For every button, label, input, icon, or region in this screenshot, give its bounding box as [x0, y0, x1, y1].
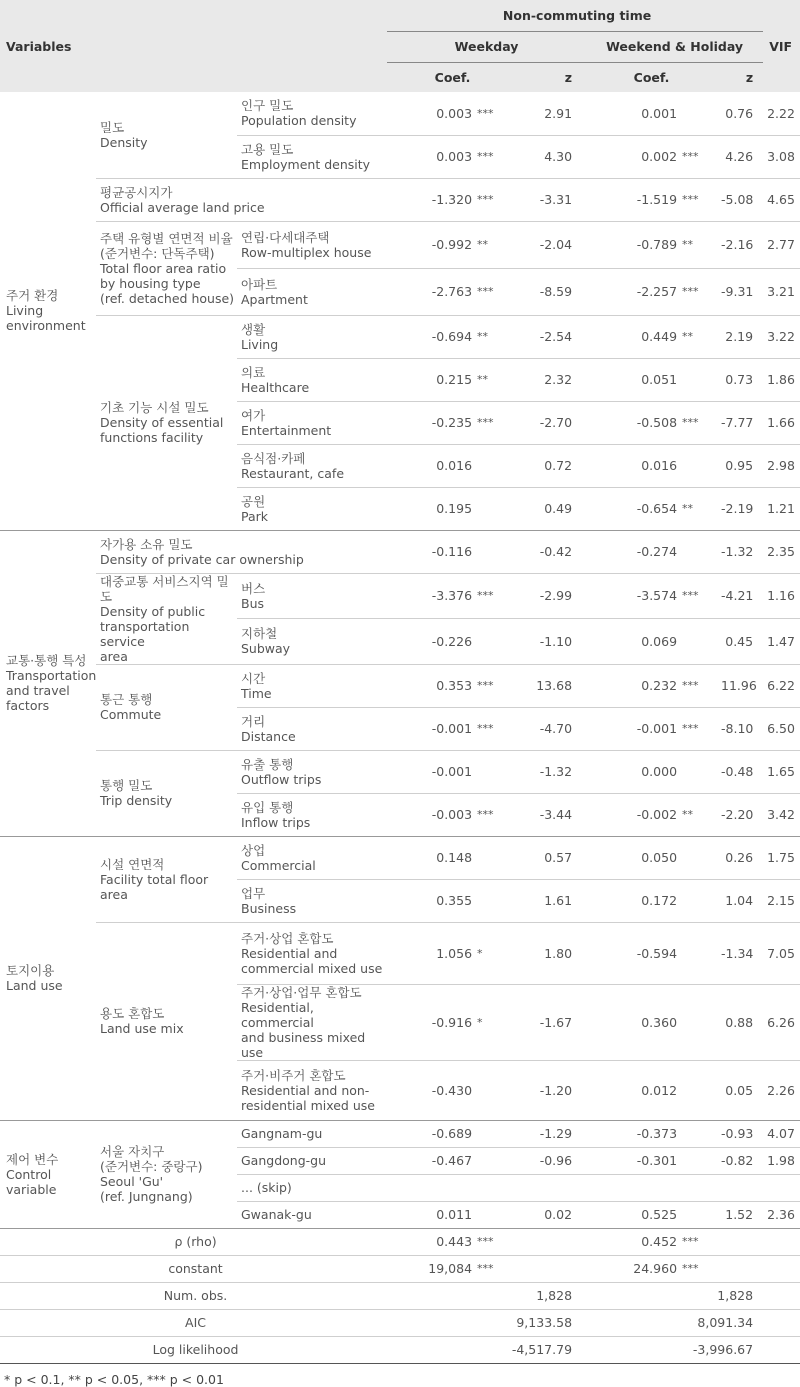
- weekday-z: 1.61: [514, 879, 582, 922]
- weekend-header: Weekend & Holiday: [582, 31, 763, 62]
- weekday-coef: 0.195: [387, 487, 474, 530]
- stat-label: Log likelihood: [0, 1336, 387, 1363]
- weekend-sig: **: [679, 487, 717, 530]
- row-label: 공원 Park: [237, 487, 387, 530]
- weekday-coef: -3.376: [387, 573, 474, 619]
- row-label: 음식점·카페 Restaurant, cafe: [237, 444, 387, 487]
- row-label: 유출 통행 Outflow trips: [237, 750, 387, 793]
- weekend-coef: -0.508: [582, 401, 679, 444]
- weekend-sig: [679, 530, 717, 573]
- weekend-sig: [679, 92, 717, 135]
- weekday-z: -1.67: [514, 984, 582, 1060]
- row-label: 생활 Living: [237, 315, 387, 358]
- vif-value: 1.75: [763, 836, 800, 879]
- weekend-coef-header: Coef.: [633, 69, 670, 85]
- weekday-z-header: z: [564, 69, 573, 85]
- weekday-value: 9,133.58: [474, 1309, 582, 1336]
- weekend-coef: 0.016: [582, 444, 679, 487]
- stat-row: [0, 1228, 800, 1255]
- weekday-coef-header: Coef.: [434, 69, 471, 85]
- weekday-sig: ***: [477, 106, 494, 120]
- weekday-z: 2.91: [544, 105, 573, 121]
- weekend-z: 0.26: [717, 836, 763, 879]
- vif-value: 1.47: [763, 619, 800, 665]
- empty-cell: [582, 1282, 679, 1309]
- row-label: 연립·다세대주택 Row-multiplex house: [237, 221, 387, 268]
- empty-cell: [514, 1255, 582, 1282]
- weekend-sig: [679, 1147, 717, 1174]
- subgroup-label: 평균공시지가 Official average land price: [96, 178, 387, 221]
- stat-label: AIC: [0, 1309, 387, 1336]
- weekend-z: -7.77: [717, 401, 763, 444]
- weekend-coef: -0.654: [582, 487, 679, 530]
- weekday-z: 13.68: [514, 664, 582, 707]
- weekday-coef: -0.001: [387, 750, 474, 793]
- weekday-coef: 0.353: [387, 664, 474, 707]
- weekend-sig: **: [679, 221, 717, 268]
- weekend-coef: 0.000: [582, 750, 679, 793]
- row-label: Gangnam-gu: [237, 1120, 387, 1147]
- subgroup-label: 통근 통행 Commute: [96, 664, 237, 750]
- weekend-coef: 24.960: [582, 1255, 679, 1282]
- weekday-coef: 0.215: [387, 358, 474, 401]
- weekday-z: -3.44: [514, 793, 582, 836]
- vif-value: 1.16: [763, 573, 800, 619]
- weekend-value: -3,996.67: [679, 1336, 763, 1363]
- weekday-z: -2.54: [514, 315, 582, 358]
- weekday-coef: -0.003: [387, 793, 474, 836]
- weekday-coef: -2.763: [387, 268, 474, 315]
- weekday-z: -0.96: [514, 1147, 582, 1174]
- weekend-coef: -0.001: [582, 707, 679, 750]
- weekday-sig: [474, 1060, 514, 1120]
- weekend-z: -2.19: [717, 487, 763, 530]
- stat-row: [0, 1336, 800, 1363]
- weekend-z: 2.19: [717, 315, 763, 358]
- weekday-sig: [474, 1120, 514, 1147]
- subgroup-label: 시설 연면적 Facility total floor area: [96, 836, 237, 922]
- weekend-coef: 0.001: [641, 105, 678, 121]
- weekday-coef: -0.689: [387, 1120, 474, 1147]
- weekday-header: Weekday: [387, 31, 582, 62]
- weekday-coef: -0.916: [387, 984, 474, 1060]
- table-row: [0, 836, 800, 879]
- weekday-coef: 0.003: [436, 105, 473, 121]
- group-header: Non-commuting time: [387, 0, 763, 31]
- weekday-coef: 0.355: [387, 879, 474, 922]
- weekday-coef: 19,084: [387, 1255, 474, 1282]
- weekend-z: 0.76: [725, 105, 754, 121]
- row-label: 의료 Healthcare: [237, 358, 387, 401]
- weekend-coef: -1.519: [582, 178, 679, 221]
- vif-value: 6.26: [763, 984, 800, 1060]
- row-label: 지하철 Subway: [237, 619, 387, 665]
- weekend-coef: 0.360: [582, 984, 679, 1060]
- row-label: 버스 Bus: [237, 573, 387, 619]
- group-label: 교통·통행 특성 Transportation and travel factors: [0, 530, 96, 836]
- empty-cell: [717, 1255, 763, 1282]
- vif-value: 4.07: [763, 1120, 800, 1147]
- weekday-sig: [474, 836, 514, 879]
- weekday-z: -1.29: [514, 1120, 582, 1147]
- weekday-sig: ***: [474, 793, 514, 836]
- weekend-z: 4.26: [717, 135, 763, 178]
- stat-row: [0, 1255, 800, 1282]
- empty-cell: [763, 1228, 800, 1255]
- weekday-z: -2.99: [514, 573, 582, 619]
- row-label: 고용 밀도 Employment density: [237, 135, 387, 178]
- subgroup-label: 서울 자치구 (준거변수: 중랑구) Seoul 'Gu' (ref. Jungnang): [96, 1120, 237, 1228]
- weekend-coef: 0.452: [582, 1228, 679, 1255]
- empty-cell: [387, 1336, 474, 1363]
- weekend-sig: ***: [679, 707, 717, 750]
- weekday-z: -8.59: [514, 268, 582, 315]
- empty-cell: [717, 1174, 763, 1201]
- weekend-sig: ***: [679, 401, 717, 444]
- weekend-sig: ***: [679, 573, 717, 619]
- weekend-z: -9.31: [717, 268, 763, 315]
- empty-cell: [582, 1336, 679, 1363]
- weekend-z: 1.52: [717, 1201, 763, 1228]
- weekend-coef: 0.069: [582, 619, 679, 665]
- stat-label: ρ (rho): [0, 1228, 387, 1255]
- weekday-z: -4.70: [514, 707, 582, 750]
- weekday-coef: 0.003: [387, 135, 474, 178]
- weekday-sig: ***: [474, 1228, 514, 1255]
- weekend-sig: ***: [679, 268, 717, 315]
- vif-value: 1.86: [763, 358, 800, 401]
- weekend-sig: [679, 836, 717, 879]
- row-label: 여가 Entertainment: [237, 401, 387, 444]
- empty-cell: [717, 1228, 763, 1255]
- empty-cell: [387, 1309, 474, 1336]
- weekend-z-header: z: [745, 69, 754, 85]
- weekend-z: -0.82: [717, 1147, 763, 1174]
- weekend-coef: -0.789: [582, 221, 679, 268]
- row-label: Gwanak-gu: [237, 1201, 387, 1228]
- weekend-coef: -0.274: [582, 530, 679, 573]
- weekday-z: -2.04: [514, 221, 582, 268]
- weekday-sig: ***: [474, 178, 514, 221]
- weekend-z: -2.20: [717, 793, 763, 836]
- row-label: 시간 Time: [237, 664, 387, 707]
- weekday-sig: [474, 444, 514, 487]
- stat-label: constant: [0, 1255, 387, 1282]
- weekday-coef: 1.056: [387, 922, 474, 984]
- vif-value: 3.42: [763, 793, 800, 836]
- stat-row: [0, 1309, 800, 1336]
- vif-value: 2.77: [763, 221, 800, 268]
- weekday-sig: ***: [474, 573, 514, 619]
- weekend-sig: [679, 1120, 717, 1147]
- weekday-sig: **: [474, 315, 514, 358]
- vif-value: 2.26: [763, 1060, 800, 1120]
- weekday-coef: 0.011: [387, 1201, 474, 1228]
- weekend-sig: ***: [679, 135, 717, 178]
- weekday-sig: ***: [474, 135, 514, 178]
- row-label: 인구 밀도 Population density: [241, 98, 357, 129]
- vif-value: 4.65: [763, 178, 800, 221]
- weekday-value: 1,828: [474, 1282, 582, 1309]
- row-label: Gangdong-gu: [237, 1147, 387, 1174]
- weekend-coef: -0.373: [582, 1120, 679, 1147]
- row-label: 상업 Commercial: [237, 836, 387, 879]
- vif-value: 3.08: [763, 135, 800, 178]
- variables-header: Variables: [6, 38, 72, 54]
- weekend-coef: 0.051: [582, 358, 679, 401]
- header-row-1: [0, 0, 800, 31]
- row-label: 주거·상업·업무 혼합도 Residential, commercial and business mixed use: [237, 984, 387, 1060]
- vif-value: 2.35: [763, 530, 800, 573]
- weekend-z: -5.08: [717, 178, 763, 221]
- weekday-sig: [474, 487, 514, 530]
- weekend-z: 11.96: [717, 664, 763, 707]
- empty-cell: [763, 1309, 800, 1336]
- weekend-z: 0.45: [717, 619, 763, 665]
- weekday-sig: [474, 750, 514, 793]
- weekend-z: -8.10: [717, 707, 763, 750]
- vif-value: 2.98: [763, 444, 800, 487]
- weekend-coef: -0.301: [582, 1147, 679, 1174]
- subgroup-label: 밀도 Density: [100, 119, 148, 150]
- weekday-coef: 0.148: [387, 836, 474, 879]
- weekend-sig: **: [679, 315, 717, 358]
- empty-cell: [763, 1336, 800, 1363]
- empty-cell: [582, 1174, 679, 1201]
- vif-value: 7.05: [763, 922, 800, 984]
- weekend-sig: [679, 984, 717, 1060]
- table-row: [0, 664, 800, 707]
- table-body: [0, 92, 800, 1363]
- table-row: [0, 573, 800, 619]
- weekday-sig: ***: [474, 268, 514, 315]
- weekend-z: -0.48: [717, 750, 763, 793]
- weekday-z: -2.70: [514, 401, 582, 444]
- weekend-sig: ***: [679, 1255, 717, 1282]
- group-label: 주거 환경 Living environment: [6, 288, 86, 334]
- weekday-z: 2.32: [514, 358, 582, 401]
- weekend-z: -2.16: [717, 221, 763, 268]
- weekday-z: 0.49: [514, 487, 582, 530]
- empty-cell: [514, 1174, 582, 1201]
- weekend-coef: 0.012: [582, 1060, 679, 1120]
- row-label: 유입 통행 Inflow trips: [237, 793, 387, 836]
- weekday-z: 0.57: [514, 836, 582, 879]
- vif-value: 1.65: [763, 750, 800, 793]
- weekday-sig: ***: [474, 1255, 514, 1282]
- subgroup-label: 대중교통 서비스지역 밀도 Density of public transportation service area: [96, 573, 237, 664]
- vif-value: 3.22: [763, 315, 800, 358]
- empty-cell: [387, 1282, 474, 1309]
- weekend-coef: 0.525: [582, 1201, 679, 1228]
- weekday-coef: -0.992: [387, 221, 474, 268]
- group-label: 기초 기능 시설 밀도 Density of essential functions facility: [96, 315, 237, 530]
- weekday-sig: [474, 1147, 514, 1174]
- weekend-z: 0.73: [717, 358, 763, 401]
- weekday-coef: -0.235: [387, 401, 474, 444]
- weekday-coef: -0.694: [387, 315, 474, 358]
- table-row: [0, 315, 800, 358]
- weekend-z: -1.34: [717, 922, 763, 984]
- weekday-sig: ***: [474, 664, 514, 707]
- weekend-z: -0.93: [717, 1120, 763, 1147]
- weekend-sig: [679, 444, 717, 487]
- weekend-sig: [679, 922, 717, 984]
- table-row: [0, 1120, 800, 1147]
- vif-value: 2.15: [763, 879, 800, 922]
- row-label: 주거·상업 혼합도 Residential and commercial mixed use: [237, 922, 387, 984]
- vif-value: 6.22: [763, 664, 800, 707]
- weekend-z: -4.21: [717, 573, 763, 619]
- weekday-sig: [474, 1201, 514, 1228]
- weekday-z: -1.20: [514, 1060, 582, 1120]
- weekend-z: 0.05: [717, 1060, 763, 1120]
- weekend-coef: 0.050: [582, 836, 679, 879]
- vif-value: 3.21: [763, 268, 800, 315]
- vif-value: 1.21: [763, 487, 800, 530]
- vif-value: 1.98: [763, 1147, 800, 1174]
- weekday-sig: ***: [474, 707, 514, 750]
- weekday-coef: -1.320: [387, 178, 474, 221]
- weekend-sig: ***: [679, 1228, 717, 1255]
- weekday-sig: ***: [474, 401, 514, 444]
- stat-row: [0, 1282, 800, 1309]
- weekend-z: 1.04: [717, 879, 763, 922]
- weekend-sig: [679, 1060, 717, 1120]
- weekday-z: 1.80: [514, 922, 582, 984]
- group-label: 토지이용 Land use: [0, 836, 96, 1120]
- empty-cell: [582, 1309, 679, 1336]
- row-label: 주거·비주거 혼합도 Residential and non- residential mixed use: [237, 1060, 387, 1120]
- weekday-sig: [474, 879, 514, 922]
- vif-value: 2.22: [767, 105, 795, 121]
- weekday-coef: -0.116: [387, 530, 474, 573]
- weekend-sig: [679, 750, 717, 793]
- table-row: [0, 530, 800, 573]
- weekday-z: 4.30: [514, 135, 582, 178]
- vif-value: 1.66: [763, 401, 800, 444]
- weekend-value: 8,091.34: [679, 1309, 763, 1336]
- weekday-z: -1.32: [514, 750, 582, 793]
- empty-cell: [763, 1282, 800, 1309]
- weekday-value: -4,517.79: [474, 1336, 582, 1363]
- weekend-z: 0.88: [717, 984, 763, 1060]
- row-label: 아파트 Apartment: [237, 268, 387, 315]
- weekend-z: -1.32: [717, 530, 763, 573]
- empty-cell: [514, 1228, 582, 1255]
- subgroup-label: 통행 밀도 Trip density: [96, 750, 237, 836]
- row-label: ... (skip): [237, 1174, 387, 1201]
- weekend-sig: ***: [679, 664, 717, 707]
- table-row: [0, 178, 800, 221]
- weekend-sig: [679, 358, 717, 401]
- weekday-coef: -0.226: [387, 619, 474, 665]
- weekday-sig: **: [474, 221, 514, 268]
- empty-cell: [387, 1174, 474, 1201]
- weekend-value: 1,828: [679, 1282, 763, 1309]
- weekend-coef: -3.574: [582, 573, 679, 619]
- subgroup-label: 주택 유형별 연면적 비율 (준거변수: 단독주택) Total floor area ratio by housing type (ref. detached house): [96, 221, 237, 315]
- table-row: [0, 750, 800, 793]
- weekend-z: 0.95: [717, 444, 763, 487]
- weekday-coef: -0.001: [387, 707, 474, 750]
- weekend-sig: [679, 619, 717, 665]
- weekend-coef: -2.257: [582, 268, 679, 315]
- weekday-sig: *: [474, 984, 514, 1060]
- weekday-z: -1.10: [514, 619, 582, 665]
- weekday-sig: [474, 619, 514, 665]
- table-row: [0, 922, 800, 984]
- weekend-sig: [679, 879, 717, 922]
- weekend-coef: 0.449: [582, 315, 679, 358]
- weekend-sig: [679, 1201, 717, 1228]
- weekday-z: -0.42: [514, 530, 582, 573]
- weekday-z: -3.31: [514, 178, 582, 221]
- row-label: 업무 Business: [237, 879, 387, 922]
- empty-cell: [679, 1174, 717, 1201]
- weekday-z: 0.72: [514, 444, 582, 487]
- table-row: [0, 221, 800, 268]
- empty-cell: [474, 1174, 514, 1201]
- weekend-coef: 0.232: [582, 664, 679, 707]
- weekday-coef: -0.430: [387, 1060, 474, 1120]
- footnote: * p < 0.1, ** p < 0.05, *** p < 0.01: [4, 1371, 224, 1387]
- subgroup-label: 자가용 소유 밀도 Density of private car ownership: [96, 530, 387, 573]
- vif-value: 2.36: [763, 1201, 800, 1228]
- weekend-coef: 0.172: [582, 879, 679, 922]
- subgroup-label: 용도 혼합도 Land use mix: [96, 922, 237, 1120]
- weekday-z: 0.02: [514, 1201, 582, 1228]
- vif-value: 6.50: [763, 707, 800, 750]
- weekday-coef: 0.443: [387, 1228, 474, 1255]
- table-row: [0, 92, 800, 135]
- weekend-coef: -0.002: [582, 793, 679, 836]
- vif-header: VIF: [769, 38, 793, 54]
- weekday-sig: **: [474, 358, 514, 401]
- weekday-coef: 0.016: [387, 444, 474, 487]
- weekday-sig: *: [474, 922, 514, 984]
- empty-cell: [763, 1174, 800, 1201]
- weekend-coef: 0.002: [582, 135, 679, 178]
- weekend-coef: -0.594: [582, 922, 679, 984]
- row-label: 거리 Distance: [237, 707, 387, 750]
- weekend-sig: **: [679, 793, 717, 836]
- weekend-sig: ***: [679, 178, 717, 221]
- group-label: 제어 변수 Control variable: [0, 1120, 96, 1228]
- empty-cell: [763, 1255, 800, 1282]
- weekday-coef: -0.467: [387, 1147, 474, 1174]
- stat-label: Num. obs.: [0, 1282, 387, 1309]
- weekday-sig: [474, 530, 514, 573]
